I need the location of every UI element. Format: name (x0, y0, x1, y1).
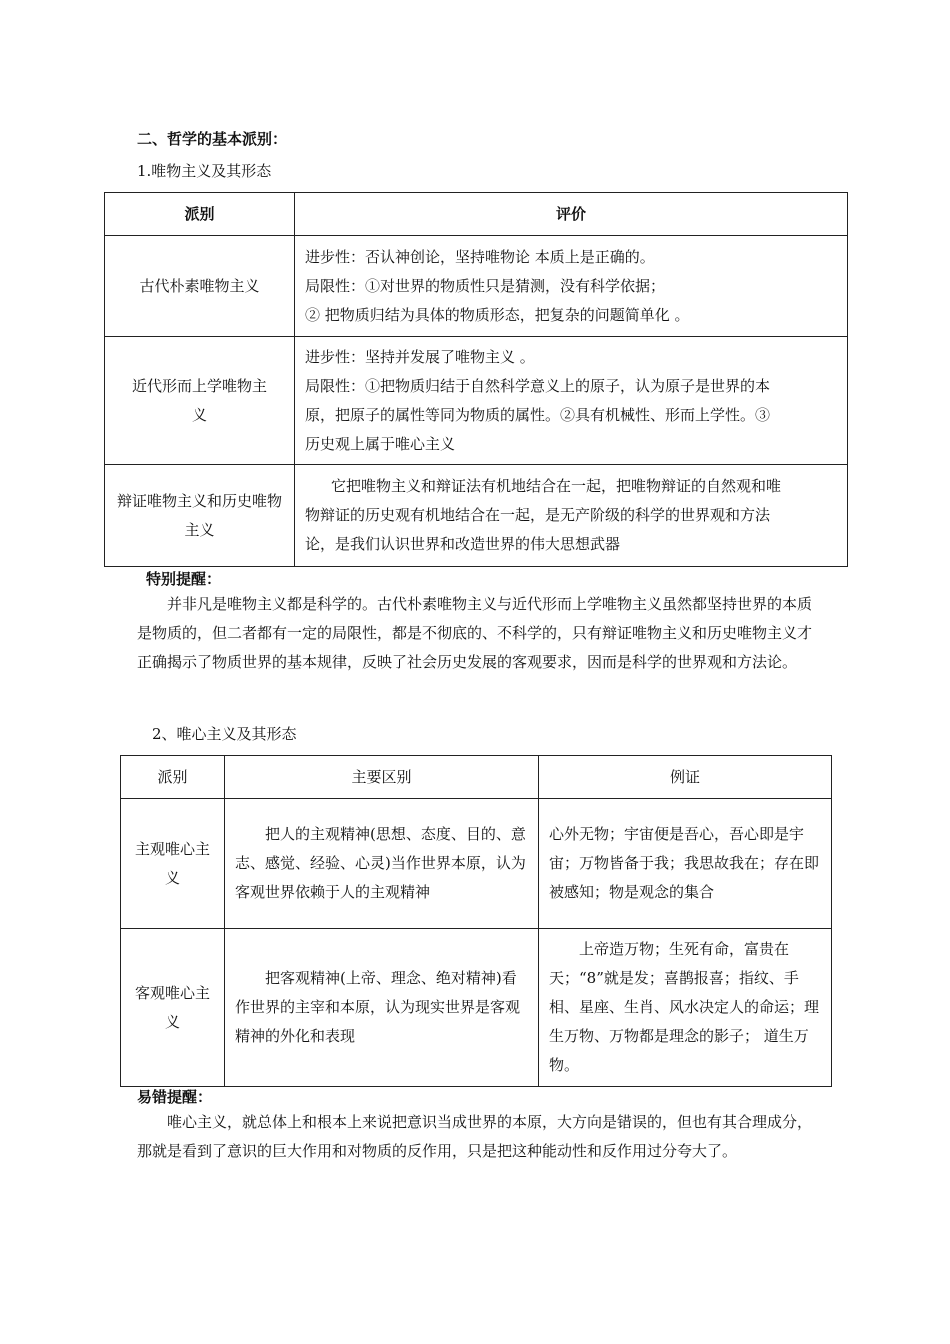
example-cell: 心外无物；宇宙便是吾心，吾心即是宇宙；万物皆备于我；我思故我在；存在即被感知；物是观念的集合 (539, 799, 832, 929)
evaluation-cell (295, 337, 848, 465)
table-row (105, 465, 848, 567)
subsection-title-materialism: 1.唯物主义及其形态 (137, 162, 272, 180)
subsection-title-idealism: 2、唯心主义及其形态 (152, 725, 297, 743)
header-cell: 评价 (295, 193, 848, 236)
note-text-special: 并非凡是唯物主义都是科学的。古代朴素唯物主义与近代形而上学唯物主义虽然都坚持世界的本质是物质的，但二者都有一定的局限性，都是不彻底的、不科学的，只有辩证唯物主义和历史唯物主义才正确揭示了物质世界的基本规律，反映了社会历史发展的客观要求，因而是科学的世界观和方法论。 (137, 595, 813, 671)
difference-cell: 把人的主观精神(思想、态度、目的、意志、感觉、经验、心灵)当作世界本原，认为客观世界依赖于人的主观精神 (225, 799, 539, 929)
idealism-table (120, 755, 832, 1087)
table-row (105, 337, 848, 465)
example-cell: 上帝造万物；生死有命，富贵在天；“8”就是发；喜鹊报喜；指纹、手相、星座、生肖、风水决定人的命运；理生万物、万物都是理念的影子； 道生万物。 (539, 929, 832, 1087)
evaluation-line: 局限性：①把物质归结于自然科学意义上的原子，认为原子是世界的本 (305, 376, 771, 395)
table-row (121, 799, 832, 929)
evaluation-line: 原，把原子的属性等同为物质的属性。②具有机械性、形而上学性。③ (305, 405, 771, 424)
table-row (105, 236, 848, 337)
evaluation-cell (295, 236, 848, 337)
header-cell: 派别 (121, 756, 225, 799)
table-row (121, 929, 832, 1087)
header-cell: 主要区别 (225, 756, 539, 799)
table-header-row (105, 193, 848, 236)
header-cell: 派别 (105, 193, 295, 236)
school-name: 古代朴素唯物主义 (105, 236, 295, 337)
section-title: 二、哲学的基本派别： (137, 130, 288, 148)
materialism-table (104, 192, 848, 567)
evaluation-line: 进步性：否认神创论，坚持唯物论 本质上是正确的。 (305, 247, 655, 266)
evaluation-line: 物辩证的历史观有机地结合在一起，是无产阶级的科学的世界观和方法 (305, 506, 771, 524)
table-header-row (121, 756, 832, 799)
evaluation-line: ② 把物质归结为具体的物质形态，把复杂的问题简单化 。 (305, 305, 690, 324)
note-title-special: 特别提醒： (146, 570, 222, 588)
school-name: 客观唯心主义 (121, 929, 225, 1087)
evaluation-line: 历史观上属于唯心主义 (305, 434, 456, 453)
school-name: 近代形而上学唯物主义 (105, 337, 295, 465)
header-cell: 例证 (539, 756, 832, 799)
difference-cell: 把客观精神(上帝、理念、绝对精神)看作世界的主宰和本原，认为现实世界是客观精神的外化和表现 (225, 929, 539, 1087)
evaluation-line: 局限性：①对世界的物质性只是猜测，没有科学依据； (305, 276, 666, 295)
evaluation-line: 它把唯物主义和辩证法有机地结合在一起，把唯物辩证的自然观和唯 (331, 477, 782, 495)
evaluation-line: 进步性：坚持并发展了唯物主义 。 (305, 347, 535, 366)
note-text-error: 唯心主义，就总体上和根本上来说把意识当成世界的本原，大方向是错误的，但也有其合理成分，那就是看到了意识的巨大作用和对物质的反作用，只是把这种能动性和反作用过分夸大了。 (137, 1113, 813, 1160)
note-title-error: 易错提醒： (137, 1088, 213, 1106)
evaluation-cell (295, 465, 848, 567)
evaluation-line: 论，是我们认识世界和改造世界的伟大思想武器 (305, 535, 621, 553)
school-name: 辩证唯物主义和历史唯物主义 (105, 465, 295, 567)
school-name: 主观唯心主义 (121, 799, 225, 929)
